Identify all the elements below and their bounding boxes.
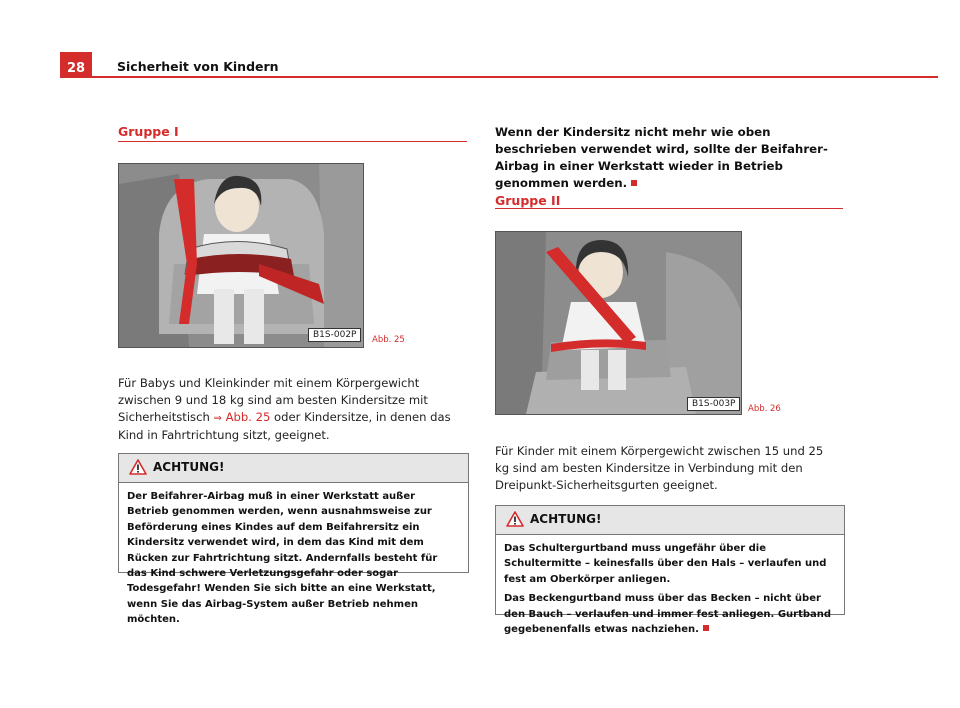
warning-paragraph: Der Beifahrer-Airbag muß in einer Werkstatt außer Betrieb genommen werden, wenn ausnahmsweise zur Beförderung eines Kindes auf dem Beifahrersitz ein Kindersitz verwendet wird, in dem das Kind mit dem Rücken zur Fahrtrichtung sitzt. Andernfalls besteht für das Kind schwere Verletzungsgefahr oder sogar Todesgefahr! Wenden Sie sich bitte an eine Werkstatt, wenn Sie das Airbag-System außer Betrieb nehmen möchten. (127, 491, 438, 626)
warning-text (119, 483, 468, 628)
figure-code-label: B1S-003P (687, 397, 740, 411)
page-header-title: Sicherheit von Kindern (117, 59, 279, 74)
warning-text (496, 535, 844, 637)
warning-paragraph-1: Das Schultergurtband muss ungefähr über die Schultermitte – keinesfalls über den Hals – verlaufen und fest am Oberkörper anliegen. (504, 543, 827, 585)
warning-box-right (495, 505, 845, 636)
airbag-reactivation-note (495, 124, 840, 192)
child-seat-illustration (119, 164, 363, 347)
figure-link[interactable]: Abb. 25 (225, 410, 271, 424)
warning-title: ACHTUNG! (153, 460, 225, 474)
paragraph-text: Für Babys und Kleinkinder mit einem Körpergewicht zwischen 9 und 18 kg sind am besten Kindersitze mit Sicherheitstisch (118, 376, 428, 424)
paragraph-text: oder Kindersitze, in denen das Kind in Fahrtrichtung sitzt, geeignet. (118, 410, 451, 442)
paragraph-gruppe-2: Für Kinder mit einem Körpergewicht zwischen 15 und 25 kg sind am besten Kindersitze in Verbindung mit den Dreipunkt-Sicherheitsgurten geeignet. (495, 444, 824, 492)
arrow-right-icon: ⇒ (213, 413, 222, 424)
figure-reference: Abb. 26 (748, 404, 781, 414)
section-heading-gruppe-2: Gruppe II (495, 193, 561, 208)
figure-reference: Abb. 25 (372, 335, 405, 345)
page-number: 28 (60, 52, 92, 78)
section-divider (495, 208, 843, 209)
warning-header (496, 506, 844, 535)
section-end-icon (703, 625, 709, 631)
warning-triangle-icon (506, 511, 524, 527)
warning-box-left (118, 453, 469, 626)
booster-seat-illustration (496, 232, 741, 414)
figure-code-label: B1S-002P (308, 328, 361, 342)
paragraph-gruppe-1 (118, 375, 468, 444)
section-heading-gruppe-1: Gruppe I (118, 124, 179, 139)
note-text: Wenn der Kindersitz nicht mehr wie oben beschrieben verwendet wird, sollte der Beifahrer-Airbag in einer Werkstatt wieder in Betrieb genommen werden. (495, 125, 828, 190)
figure-child-seat-group-2 (495, 231, 742, 415)
warning-triangle-icon (129, 459, 147, 475)
section-divider (118, 141, 467, 142)
section-end-icon (631, 180, 637, 186)
warning-title: ACHTUNG! (530, 512, 602, 526)
warning-paragraph-2-text: Das Beckengurtband muss über das Becken – nicht über den Bauch – verlaufen und immer fest anliegen. Gurtband gegebenenfalls etwas nachziehen. (504, 593, 832, 636)
warning-header (119, 454, 468, 483)
warning-paragraph-2 (504, 591, 836, 637)
figure-child-seat-group-1 (118, 163, 364, 348)
header-divider (92, 76, 938, 78)
